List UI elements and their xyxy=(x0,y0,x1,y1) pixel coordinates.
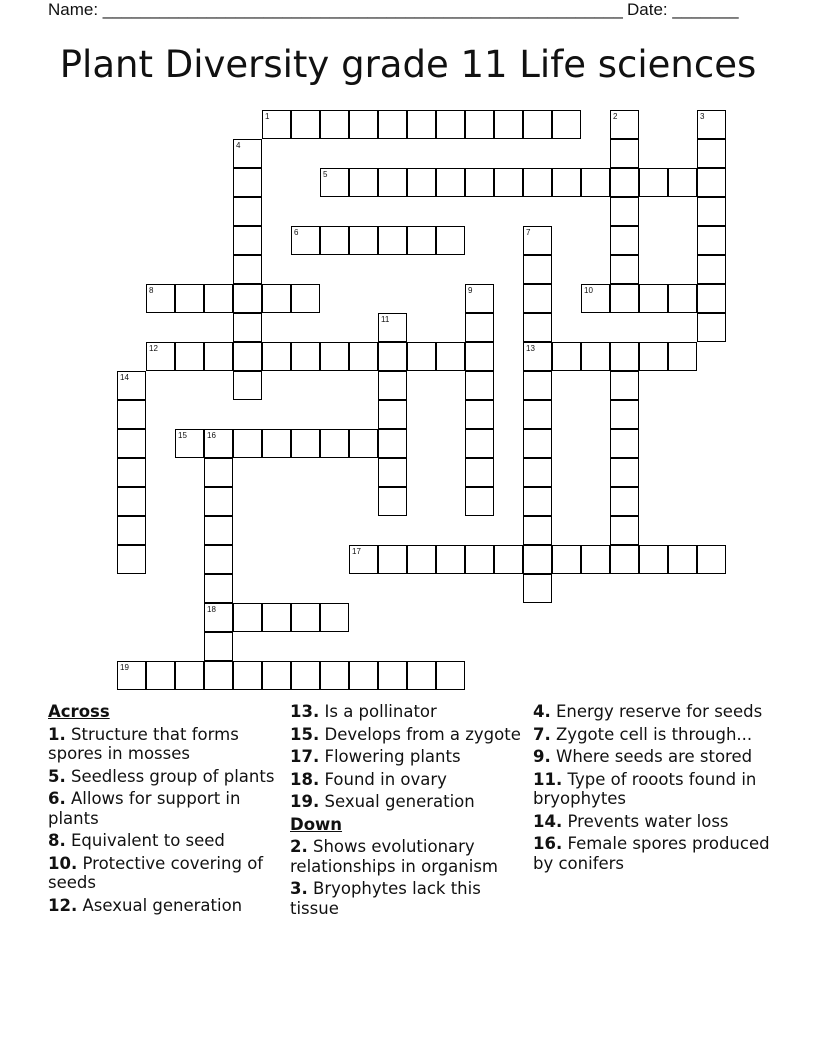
grid-cell[interactable] xyxy=(291,603,320,632)
grid-cell[interactable] xyxy=(610,487,639,516)
grid-cell[interactable] xyxy=(523,226,552,255)
grid-cell[interactable] xyxy=(378,313,407,342)
clue-across-10 xyxy=(48,854,283,893)
name-field-label: Name: _______________________________________________________ xyxy=(48,0,623,19)
grid-cell[interactable] xyxy=(117,400,146,429)
grid-cell[interactable] xyxy=(117,545,146,574)
grid-cell[interactable] xyxy=(668,545,697,574)
clue-text: Flowering plants xyxy=(324,747,461,766)
grid-cell[interactable] xyxy=(378,371,407,400)
grid-cell[interactable] xyxy=(407,545,436,574)
grid-cell[interactable] xyxy=(610,255,639,284)
grid-cell[interactable] xyxy=(117,458,146,487)
grid-cell[interactable] xyxy=(610,429,639,458)
clue-number-label: 2 xyxy=(613,112,618,121)
page-title: Plant Diversity grade 11 Life sciences xyxy=(59,43,757,86)
clue-text: Female spores produced by conifers xyxy=(533,834,770,873)
grid-cell[interactable] xyxy=(407,661,436,690)
clue-number: 2. xyxy=(290,837,308,856)
grid-cell[interactable] xyxy=(610,371,639,400)
grid-cell[interactable] xyxy=(146,661,175,690)
clue-number: 13. xyxy=(290,702,320,721)
grid-cell[interactable] xyxy=(610,545,639,574)
grid-cell[interactable] xyxy=(610,168,639,197)
grid-cell[interactable] xyxy=(697,313,726,342)
grid-cell[interactable] xyxy=(581,284,610,313)
grid-cell[interactable] xyxy=(610,284,639,313)
grid-cell[interactable] xyxy=(523,255,552,284)
clue-number: 16. xyxy=(533,834,563,853)
clues-column-3 xyxy=(533,702,773,876)
grid-cell[interactable] xyxy=(494,545,523,574)
grid-cell[interactable] xyxy=(610,458,639,487)
grid-cell[interactable] xyxy=(581,342,610,371)
grid-cell[interactable] xyxy=(204,487,233,516)
grid-cell[interactable] xyxy=(349,661,378,690)
grid-cell[interactable] xyxy=(494,110,523,139)
grid-cell[interactable] xyxy=(378,661,407,690)
grid-cell[interactable] xyxy=(610,226,639,255)
clue-number-label: 11 xyxy=(381,315,390,324)
grid-cell[interactable] xyxy=(175,284,204,313)
grid-cell[interactable] xyxy=(465,458,494,487)
grid-cell[interactable] xyxy=(523,284,552,313)
grid-cell[interactable] xyxy=(668,342,697,371)
grid-cell[interactable] xyxy=(436,661,465,690)
grid-cell[interactable] xyxy=(581,545,610,574)
grid-cell[interactable] xyxy=(697,139,726,168)
clue-number-label: 10 xyxy=(584,286,593,295)
grid-cell[interactable] xyxy=(523,516,552,545)
grid-cell[interactable] xyxy=(378,400,407,429)
grid-cell[interactable] xyxy=(349,429,378,458)
grid-cell[interactable] xyxy=(117,487,146,516)
clue-number: 12. xyxy=(48,895,78,915)
grid-cell[interactable] xyxy=(697,110,726,139)
clue-across-19 xyxy=(290,792,522,812)
clue-across-8 xyxy=(48,831,283,851)
grid-cell[interactable] xyxy=(494,168,523,197)
clue-number: 5. xyxy=(48,766,66,786)
grid-cell[interactable] xyxy=(233,661,262,690)
grid-cell[interactable] xyxy=(204,458,233,487)
clue-down-4 xyxy=(533,702,773,722)
grid-cell[interactable] xyxy=(320,661,349,690)
grid-cell[interactable] xyxy=(523,400,552,429)
clue-number: 18. xyxy=(290,769,320,789)
grid-cell[interactable] xyxy=(697,545,726,574)
grid-cell[interactable] xyxy=(262,284,291,313)
grid-cell[interactable] xyxy=(204,603,233,632)
grid-cell[interactable] xyxy=(233,342,262,371)
clue-text: Energy reserve for seeds xyxy=(556,702,763,721)
grid-cell[interactable] xyxy=(204,545,233,574)
grid-cell[interactable] xyxy=(523,313,552,342)
grid-cell[interactable] xyxy=(320,603,349,632)
grid-cell[interactable] xyxy=(175,661,204,690)
grid-cell[interactable] xyxy=(233,168,262,197)
clue-number-label: 5 xyxy=(323,170,328,179)
clue-number: 4. xyxy=(533,702,551,721)
clue-text: Develops from a zygote xyxy=(324,724,521,744)
grid-cell[interactable] xyxy=(465,342,494,371)
grid-cell[interactable] xyxy=(465,429,494,458)
grid-cell[interactable] xyxy=(668,168,697,197)
grid-cell[interactable] xyxy=(204,632,233,661)
grid-cell[interactable] xyxy=(233,603,262,632)
grid-cell[interactable] xyxy=(117,516,146,545)
clues-column-2 xyxy=(290,702,522,921)
grid-cell[interactable] xyxy=(697,284,726,313)
grid-cell[interactable] xyxy=(291,284,320,313)
grid-cell[interactable] xyxy=(523,110,552,139)
grid-cell[interactable] xyxy=(465,371,494,400)
grid-cell[interactable] xyxy=(378,342,407,371)
grid-cell[interactable] xyxy=(523,429,552,458)
grid-cell[interactable] xyxy=(262,429,291,458)
grid-cell[interactable] xyxy=(291,661,320,690)
grid-cell[interactable] xyxy=(233,284,262,313)
grid-cell[interactable] xyxy=(291,429,320,458)
grid-cell[interactable] xyxy=(233,226,262,255)
clue-text: Sexual generation xyxy=(324,792,475,811)
clue-number: 14. xyxy=(533,811,563,831)
grid-cell[interactable] xyxy=(204,429,233,458)
clue-down-11 xyxy=(533,770,773,809)
grid-cell[interactable] xyxy=(262,110,291,139)
clue-number-label: 8 xyxy=(149,286,154,295)
grid-cell[interactable] xyxy=(175,342,204,371)
clue-text: Shows evolutionary relationships in organism xyxy=(290,837,498,876)
clue-number: 15. xyxy=(290,724,320,744)
grid-cell[interactable] xyxy=(465,400,494,429)
grid-cell[interactable] xyxy=(639,168,668,197)
grid-cell[interactable] xyxy=(465,168,494,197)
grid-cell[interactable] xyxy=(204,661,233,690)
grid-cell[interactable] xyxy=(610,197,639,226)
grid-cell[interactable] xyxy=(639,342,668,371)
grid-cell[interactable] xyxy=(320,168,349,197)
clue-number-label: 19 xyxy=(120,663,129,672)
grid-cell[interactable] xyxy=(378,226,407,255)
grid-cell[interactable] xyxy=(320,342,349,371)
clue-text: Found in ovary xyxy=(324,769,447,789)
grid-cell[interactable] xyxy=(697,168,726,197)
clue-number-label: 7 xyxy=(526,228,531,237)
grid-cell[interactable] xyxy=(407,342,436,371)
grid-cell[interactable] xyxy=(204,574,233,603)
grid-cell[interactable] xyxy=(349,110,378,139)
clue-text: Where seeds are stored xyxy=(556,747,753,766)
grid-cell[interactable] xyxy=(349,342,378,371)
clue-number: 19. xyxy=(290,792,320,811)
clue-number: 8. xyxy=(48,831,66,850)
grid-cell[interactable] xyxy=(233,429,262,458)
clue-number: 6. xyxy=(48,789,66,808)
clue-number: 17. xyxy=(290,747,320,766)
grid-cell[interactable] xyxy=(436,110,465,139)
clue-text: Is a pollinator xyxy=(324,702,437,721)
grid-cell[interactable] xyxy=(349,545,378,574)
clue-number-label: 3 xyxy=(700,112,705,121)
clue-down-7 xyxy=(533,725,773,745)
grid-cell[interactable] xyxy=(523,545,552,574)
down-heading: Down xyxy=(290,814,343,834)
grid-cell[interactable] xyxy=(378,110,407,139)
clue-number-label: 1 xyxy=(265,112,270,121)
grid-cell[interactable] xyxy=(697,197,726,226)
grid-cell[interactable] xyxy=(697,255,726,284)
grid-cell[interactable] xyxy=(204,284,233,313)
clue-text: Structure that forms spores in mosses xyxy=(48,724,239,763)
clue-across-1 xyxy=(48,725,283,764)
grid-cell[interactable] xyxy=(117,661,146,690)
clue-number-label: 18 xyxy=(207,605,216,614)
grid-cell[interactable] xyxy=(262,342,291,371)
grid-cell[interactable] xyxy=(697,226,726,255)
clue-number: 7. xyxy=(533,724,551,744)
grid-cell[interactable] xyxy=(320,110,349,139)
clue-number-label: 12 xyxy=(149,344,158,353)
grid-cell[interactable] xyxy=(349,168,378,197)
grid-cell[interactable] xyxy=(465,545,494,574)
grid-cell[interactable] xyxy=(233,313,262,342)
grid-cell[interactable] xyxy=(465,487,494,516)
clue-number-label: 16 xyxy=(207,431,216,440)
clue-down-9 xyxy=(533,747,773,767)
grid-cell[interactable] xyxy=(291,342,320,371)
grid-cell[interactable] xyxy=(523,458,552,487)
clue-down-3 xyxy=(290,879,522,918)
clue-text: Allows for support in plants xyxy=(48,789,241,828)
grid-cell[interactable] xyxy=(233,139,262,168)
clue-text: Equivalent to seed xyxy=(71,831,225,850)
clue-number-label: 9 xyxy=(468,286,473,295)
clue-text: Protective covering of seeds xyxy=(48,853,264,892)
clue-text: Asexual generation xyxy=(82,895,243,915)
clue-number-label: 4 xyxy=(236,141,241,150)
grid-cell[interactable] xyxy=(320,429,349,458)
clue-number-label: 15 xyxy=(178,431,187,440)
grid-cell[interactable] xyxy=(117,429,146,458)
clue-text: Prevents water loss xyxy=(567,811,729,831)
grid-cell[interactable] xyxy=(407,110,436,139)
grid-cell[interactable] xyxy=(204,342,233,371)
grid-cell[interactable] xyxy=(378,429,407,458)
grid-cell[interactable] xyxy=(204,516,233,545)
clue-down-2 xyxy=(290,837,522,876)
grid-cell[interactable] xyxy=(146,342,175,371)
grid-cell[interactable] xyxy=(233,255,262,284)
clue-down-16 xyxy=(533,834,773,873)
clue-across-18 xyxy=(290,770,522,790)
grid-cell[interactable] xyxy=(407,226,436,255)
grid-cell[interactable] xyxy=(378,487,407,516)
clue-across-5 xyxy=(48,767,283,787)
grid-cell[interactable] xyxy=(378,545,407,574)
grid-cell[interactable] xyxy=(291,226,320,255)
clue-across-6 xyxy=(48,789,283,828)
grid-cell[interactable] xyxy=(465,313,494,342)
grid-cell[interactable] xyxy=(668,284,697,313)
grid-cell[interactable] xyxy=(581,168,610,197)
grid-cell[interactable] xyxy=(610,516,639,545)
grid-cell[interactable] xyxy=(436,226,465,255)
grid-cell[interactable] xyxy=(436,168,465,197)
grid-cell[interactable] xyxy=(552,342,581,371)
grid-cell[interactable] xyxy=(175,429,204,458)
grid-cell[interactable] xyxy=(639,284,668,313)
grid-cell[interactable] xyxy=(117,371,146,400)
grid-cell[interactable] xyxy=(233,371,262,400)
grid-cell[interactable] xyxy=(378,168,407,197)
clue-across-13 xyxy=(290,702,522,722)
clue-text: Bryophytes lack this tissue xyxy=(290,879,481,918)
grid-cell[interactable] xyxy=(320,226,349,255)
grid-cell[interactable] xyxy=(523,342,552,371)
grid-cell[interactable] xyxy=(552,168,581,197)
clue-down-14 xyxy=(533,812,773,832)
grid-cell[interactable] xyxy=(639,545,668,574)
across-heading: Across xyxy=(48,702,110,721)
grid-cell[interactable] xyxy=(436,545,465,574)
clue-number: 9. xyxy=(533,747,551,766)
grid-cell[interactable] xyxy=(436,342,465,371)
grid-cell[interactable] xyxy=(349,226,378,255)
grid-cell[interactable] xyxy=(233,197,262,226)
grid-cell[interactable] xyxy=(378,458,407,487)
grid-cell[interactable] xyxy=(262,603,291,632)
clue-number: 1. xyxy=(48,724,66,744)
grid-cell[interactable] xyxy=(465,110,494,139)
clue-text: Seedless group of plants xyxy=(71,766,275,786)
grid-cell[interactable] xyxy=(523,168,552,197)
grid-cell[interactable] xyxy=(523,371,552,400)
grid-cell[interactable] xyxy=(610,110,639,139)
clue-text: Type of rooots found in bryophytes xyxy=(533,769,757,808)
grid-cell[interactable] xyxy=(610,139,639,168)
clue-across-12 xyxy=(48,896,283,916)
grid-cell[interactable] xyxy=(523,574,552,603)
clue-across-15 xyxy=(290,725,522,745)
date-field-label: Date: _______ xyxy=(627,0,739,19)
clue-number-label: 13 xyxy=(526,344,535,353)
clue-number-label: 6 xyxy=(294,228,299,237)
grid-cell[interactable] xyxy=(552,545,581,574)
grid-cell[interactable] xyxy=(262,661,291,690)
grid-cell[interactable] xyxy=(610,342,639,371)
grid-cell[interactable] xyxy=(291,110,320,139)
grid-cell[interactable] xyxy=(407,168,436,197)
clue-text: Zygote cell is through... xyxy=(556,724,753,744)
clues-column-1 xyxy=(48,702,283,918)
clue-across-17 xyxy=(290,747,522,767)
clue-number: 10. xyxy=(48,853,78,873)
grid-cell[interactable] xyxy=(610,400,639,429)
clue-number-label: 14 xyxy=(120,373,129,382)
clue-number-label: 17 xyxy=(352,547,361,556)
grid-cell[interactable] xyxy=(523,487,552,516)
grid-cell[interactable] xyxy=(146,284,175,313)
grid-cell[interactable] xyxy=(465,284,494,313)
grid-cell[interactable] xyxy=(552,110,581,139)
clue-number: 3. xyxy=(290,879,308,898)
clue-number: 11. xyxy=(533,769,563,789)
